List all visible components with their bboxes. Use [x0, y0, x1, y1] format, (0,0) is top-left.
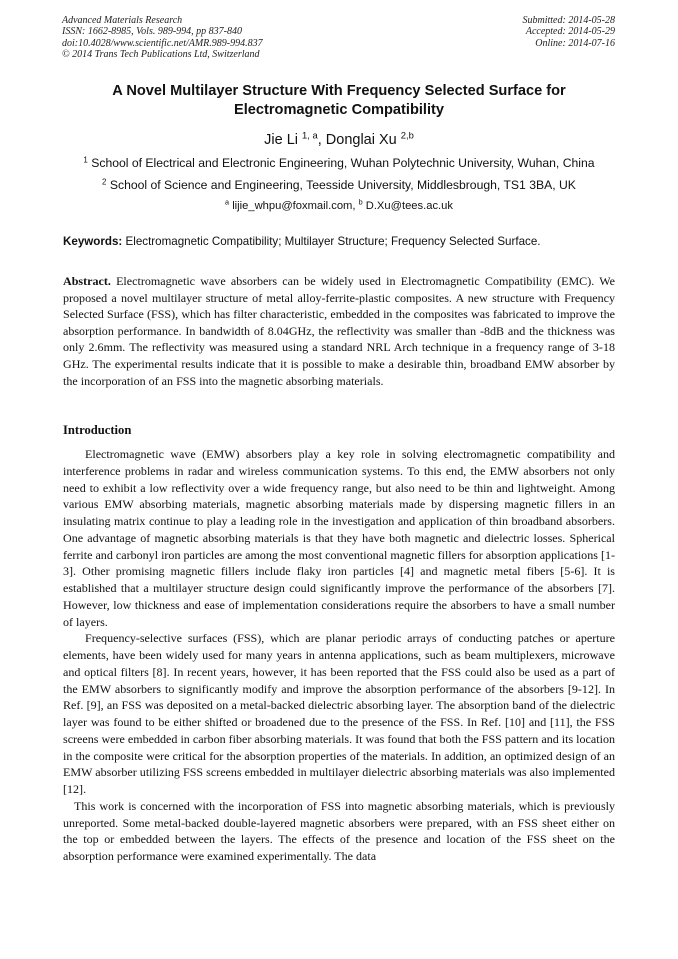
- body-paragraph: Electromagnetic wave (EMW) absorbers play a key role in solving electromagnetic compatibility and interference problems in radar and wireless communication systems. To this end, the EMW absorbers not only need to exhibit a low reflectivity over a wide frequency range, but also need to be thin and lightweight. Among various EMW absorbing materials, magnetic absorbing materials made by dispersing magnetic fillers in an insulating matrix continue to play a leading role in the investigation and application of thin broadband absorbers. One advantage of magnetic absorbing materials is that they have both magnetic and dielectric losses. Spherical ferrite and carbonyl iron particles are among the most conventional magnetic fillers for absorption applications [1-3]. Other promising magnetic fillers include flaky iron particles [4] and magnetic metal fibers [5-6]. It is established that a multilayer structure design could significantly improve the performance of the absorbers [7]. However, low thickness and ease of implementation considerations require the absorbers to have a small number of layers.: [63, 447, 615, 629]
- author-name: Donglai Xu: [325, 132, 397, 148]
- accepted-date: Accepted: 2014-05-29: [525, 26, 615, 38]
- email-link[interactable]: D.Xu@tees.ac.uk: [365, 200, 453, 212]
- affiliation-text: School of Science and Engineering, Teesside University, Middlesbrough, TS1 3BA, UK: [109, 178, 576, 192]
- keywords-label: Keywords:: [63, 235, 123, 248]
- affiliation-text: School of Electrical and Electronic Engineering, Wuhan Polytechnic University, Wuhan, China: [91, 156, 595, 170]
- email-link[interactable]: lijie_whpu@foxmail.com,: [232, 200, 359, 212]
- email-marker: b: [358, 197, 363, 207]
- author-separator: ,: [317, 132, 326, 148]
- submitted-date: Submitted: 2014-05-28: [522, 15, 615, 26]
- affiliation-2: [30, 178, 648, 192]
- affiliation-1: [30, 156, 648, 170]
- journal-name: Advanced Materials Research: [62, 15, 183, 26]
- introduction-body: [63, 446, 615, 865]
- abstract-label: Abstract.: [63, 274, 111, 288]
- author-emails: [30, 197, 648, 212]
- author-superscript: 2,b: [400, 129, 414, 141]
- author-superscript: 1, a: [302, 129, 318, 141]
- section-heading-introduction: Introduction: [63, 423, 132, 437]
- paper-title: [40, 82, 638, 120]
- online-date: Online: 2014-07-16: [535, 37, 615, 49]
- author-list: [30, 129, 648, 148]
- keywords-text: Electromagnetic Compatibility; Multilayer Structure; Frequency Selected Surface.: [125, 235, 541, 248]
- affiliation-marker: 2: [102, 177, 107, 187]
- journal-header-right: [523, 15, 616, 49]
- title-line-1: A Novel Multilayer Structure With Frequency Selected Surface for: [112, 83, 566, 99]
- author-name: Jie Li: [264, 132, 298, 148]
- abstract-text: Electromagnetic wave absorbers can be widely used in Electromagnetic Compatibility (EMC). We proposed a novel multilayer structure of metal alloy-ferrite-plastic composites. A new structure with Frequency Selected Surface (FSS), which has filter characteristic, embedded in the composites was fabricated to improve the absorption performance. In bandwidth of 8.04GHz, the reflectivity was smaller than -8dB and the thickness was only 2.6mm. The reflectivity was measured using a standard NRL Arch technique in a frequency range of 3-18 GHz. The experimental results indicate that it is possible to make a desirable thin, broadband EMW absorber by the incorporation of an FSS into the magnetic absorbing materials.: [63, 274, 615, 388]
- abstract: [63, 273, 615, 389]
- keywords: [63, 235, 618, 249]
- body-paragraph: Frequency-selective surfaces (FSS), which are planar periodic arrays of conducting patches or aperture elements, have been widely used for many years in antenna applications, such as beam multiplexers, microwave and optical filters [8]. In recent years, however, it has been reported that the FSS could also be used as a part of the EMW absorbers to significantly modify and improve the absorption performance of the absorbers [9-12]. In Ref. [9], an FSS was deposited on a metal-backed dielectric absorbing layer. The absorption band of the dielectric layer was found to be either shifted or broadened due to the presence of the FSS. In Ref. [10] and [11], the FSS screens were embedded in carbon fiber absorbing materials. It was found that both the FSS pattern and its location in the composite were critical for the absorption properties of the materials. In addition, an optimized design of an EMW absorber utilizing FSS screens embedded in multilayer dielectric absorbing materials was also implemented [12].: [63, 631, 615, 796]
- doi-line: doi:10.4028/www.scientific.net/AMR.989-994.837: [62, 37, 263, 49]
- journal-header-left: [62, 15, 263, 61]
- copyright-line: © 2014 Trans Tech Publications Ltd, Switzerland: [62, 49, 260, 61]
- title-line-2: Electromagnetic Compatibility: [233, 102, 445, 118]
- body-paragraph: This work is concerned with the incorporation of FSS into magnetic absorbing materials, which is previously unreported. Some metal-backed double-layered magnetic absorbers were prepared, with an FSS sheet either on the top or embedded between the layers. The effects of the presence and location of the FSS sheet on the absorption performance were examined experimentally. The data: [63, 798, 615, 863]
- issn-line: ISSN: 1662-8985, Vols. 989-994, pp 837-840: [62, 26, 242, 38]
- affiliation-marker: 1: [83, 155, 88, 165]
- email-marker: a: [225, 197, 230, 207]
